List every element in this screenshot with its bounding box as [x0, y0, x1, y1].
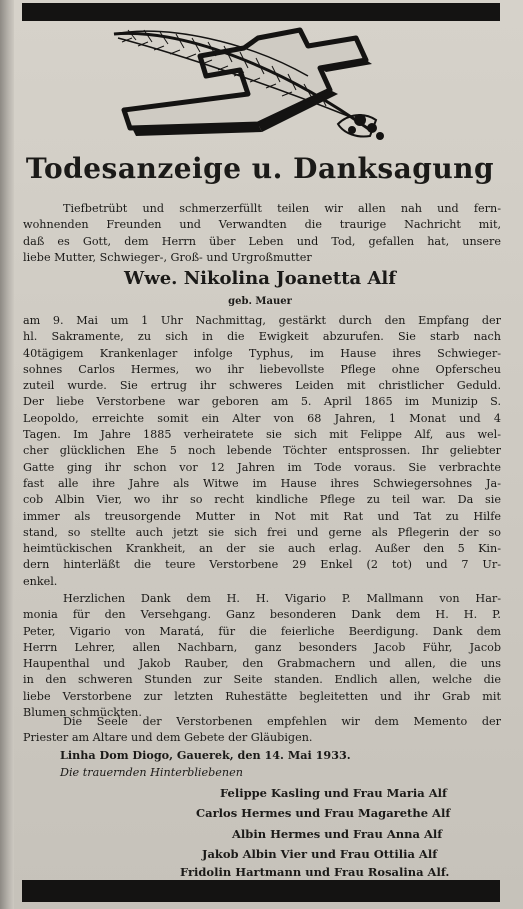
text-line: Gatte ging ihr schon vor 12 Jahren im Tode voraus. Sie verbrachte	[23, 460, 501, 474]
text-line: enkel.	[23, 574, 58, 588]
intro-paragraph	[23, 201, 501, 266]
text-line: wohnenden Freunden und Verwandten die traurige Nachricht mit,	[23, 218, 501, 232]
text-line: immer als treusorgende Mutter in Not mit Rat und Tat zu Hilfe	[23, 509, 501, 523]
text-line: 40tägigem Krankenlager infolge Typhus, im Hause ihres Schwieger-	[23, 346, 501, 360]
text-line: stand, so stellte auch jetzt sie sich frei und gerne als Pflegerin der so	[23, 525, 501, 539]
text-line: Herrn Lehrer, allen Nachbarn, ganz besonders Jacob Führ, Jacob	[23, 640, 501, 654]
text-line: hl. Sakramente, zu sich in die Ewigkeit abzurufen. Sie starb nach	[23, 330, 501, 344]
text-line: daß es Gott, dem Herrn über Leben und Tod, gefallen hat, unsere	[23, 234, 501, 248]
text-line: Haupenthal und Jakob Rauber, den Grabmachern und allen, die uns	[23, 657, 501, 671]
text-line: Tagen. Im Jahre 1885 verheiratete sie sich mit Felippe Alf, aus wel-	[23, 428, 501, 442]
signatory: Albin Hermes und Frau Anna Alf	[232, 827, 443, 841]
cross-icon	[124, 30, 372, 136]
text-line: zuteil wurde. Sie ertrug ihr schweres Leiden mit christlicher Geduld.	[23, 379, 501, 393]
text-line: heimtückischen Krankheit, an der sie auch erlag. Außer den 5 Kin-	[23, 542, 501, 556]
notice-title: Todesanzeige u. Danksagung	[25, 152, 495, 185]
text-line: liebe Mutter, Schwieger-, Groß- und Urgroßmutter	[23, 250, 312, 264]
text-line: cher glücklichen Ehe 5 noch lebende Töchter entsprossen. Ihr geliebter	[23, 444, 501, 458]
text-line: Der liebe Verstorbene war geboren am 5. April 1865 im Munizip S.	[23, 395, 501, 409]
flower-bouquet-icon	[338, 114, 384, 140]
text-line: Peter, Vigario von Maratá, für die feierliche Beerdigung. Dank dem	[23, 624, 501, 638]
text-line: Die Seele der Verstorbenen empfehlen wir dem Memento der	[63, 715, 501, 728]
text-line: dern hinterläßt die teure Verstorbene 29 Enkel (2 tot) und 7 Ur-	[23, 558, 501, 572]
obituary-paragraph	[23, 313, 501, 590]
signatory: Fridolin Hartmann und Frau Rosalina Alf.	[180, 865, 450, 879]
text-line: cob Albin Vier, wo ihr so recht kindliche Pflege zu teil war. Da sie	[23, 493, 501, 507]
page-edge-shadow	[0, 0, 14, 909]
text-line: Blumen schmückten.	[23, 706, 142, 720]
place-and-date: Linha Dom Diogo, Gauerek, den 14. Mai 1933.	[60, 748, 351, 762]
text-line: Leopoldo, erreichte somit ein Alter von 68 Jahren, 1 Monat und 4	[23, 411, 501, 425]
text-line: fast alle ihre Jahre als Witwe im Hause ihres Schwiegersohnes Ja-	[23, 476, 501, 490]
prayer-paragraph	[23, 714, 501, 747]
top-black-rule	[22, 3, 500, 21]
text-line: liebe Verstorbene zur letzten Ruhestätte begleitetten und ihr Grab mit	[23, 689, 501, 703]
text-line: sohnes Carlos Hermes, wo ihr liebevollste Pflege ohne Opferscheu	[23, 362, 501, 376]
text-line: Tiefbetrübt und schmerzerfüllt teilen wir allen nah und fern-	[63, 202, 501, 215]
text-line: am 9. Mai um 1 Uhr Nachmittag, gestärkt durch den Empfang der	[23, 314, 501, 327]
thanks-paragraph	[23, 591, 501, 721]
signatory: Jakob Albin Vier und Frau Ottilia Alf	[202, 847, 438, 861]
text-line: in den schweren Stunden zur Seite standen. Endlich allen, welche die	[23, 673, 501, 687]
text-line: Herzlichen Dank dem H. H. Vigario P. Mallmann von Har-	[63, 592, 501, 605]
mourners-label: Die trauernden Hinterbliebenen	[60, 766, 243, 779]
cross-and-palm-emblem	[108, 24, 400, 142]
text-line: Priester am Altare und dem Gebete der Gläubigen.	[23, 731, 313, 745]
signatory: Felippe Kasling und Frau Maria Alf	[220, 786, 447, 800]
signatory: Carlos Hermes und Frau Magarethe Alf	[196, 806, 451, 820]
text-line: monia für den Versehgang. Ganz besonderen Dank dem H. H. P.	[23, 608, 501, 622]
deceased-name: Wwe. Nikolina Joanetta Alf	[124, 268, 396, 289]
bottom-black-rule	[22, 880, 500, 902]
maiden-name: geb. Mauer	[228, 296, 292, 307]
